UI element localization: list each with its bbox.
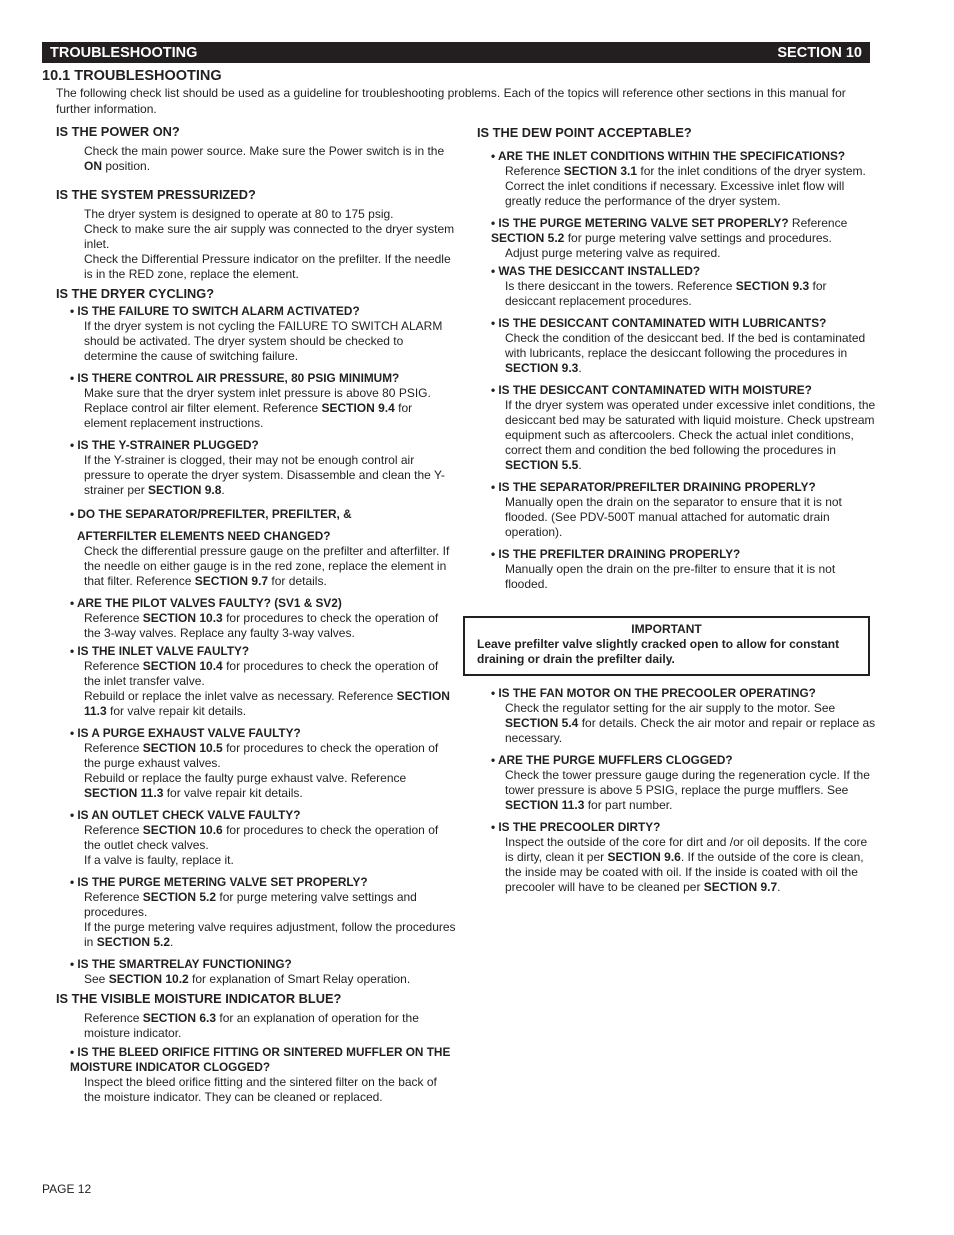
- item-title: • IS A PURGE EXHAUST VALVE FAULTY?: [70, 726, 301, 740]
- answer-pressurized: The dryer system is designed to operate at 80 to 175 psig. Check to make sure the air supply was connected to the dryer system inlet. Check the Differential Pressure indicator on the prefilter. If the needle is in the RED zone, replace the element.: [84, 207, 455, 281]
- item-desiccant-lubricants: [477, 316, 877, 376]
- intro-text: The following check list should be used as a guideline for troubleshooting problems. Each of the topics will reference other sections in this manual for further information.: [56, 86, 846, 116]
- important-text: Leave prefilter valve slightly cracked open to allow for constant draining or drain the prefilter daily.: [477, 637, 840, 666]
- item-control-air: [56, 371, 456, 431]
- item-failure-alarm: [56, 304, 456, 364]
- item-title: • IS THE BLEED ORIFICE FITTING OR SINTERED MUFFLER ON THE MOISTURE INDICATOR CLOGGED?: [70, 1045, 451, 1074]
- item-text: Inspect the bleed orifice fitting and the sintered filter on the back of the moisture indicator. They can be cleaned or replaced.: [84, 1075, 437, 1104]
- item-inlet-conditions: [477, 149, 877, 209]
- item-inlet-valve: [56, 644, 456, 719]
- question-cycling: IS THE DRYER CYCLING?: [56, 286, 215, 301]
- item-title: • IS THERE CONTROL AIR PRESSURE, 80 PSIG MINIMUM?: [70, 371, 400, 385]
- item-desiccant-moisture: [477, 383, 877, 473]
- item-text: Make sure that the dryer system inlet pressure is above 80 PSIG. Replace control air filter element. Reference SECTION 9.4 for element replacement instructions.: [84, 386, 431, 430]
- item-text: Reference SECTION 10.6 for procedures to check the operation of the outlet check valves. If a valve is faulty, replace it.: [84, 823, 439, 867]
- item-smartrelay: [56, 957, 456, 987]
- header-section: SECTION 10: [777, 45, 862, 61]
- item-title: • IS THE FAILURE TO SWITCH ALARM ACTIVATED?: [70, 304, 360, 318]
- item-title: • ARE THE INLET CONDITIONS WITHIN THE SPECIFICATIONS?: [491, 149, 846, 163]
- item-title: • IS THE Y-STRAINER PLUGGED?: [70, 438, 259, 452]
- section-title: 10.1 TROUBLESHOOTING: [42, 68, 222, 84]
- item-title: • IS THE INLET VALVE FAULTY?: [70, 644, 250, 658]
- answer-power: Check the main power source. Make sure the Power switch is in the ON position.: [84, 144, 445, 173]
- item-text: Reference SECTION 10.4 for procedures to check the operation of the inlet transfer valve. Rebuild or replace the inlet valve as necessary. Reference SECTION 11.3 for valve repair kit details.: [84, 659, 450, 718]
- right-column-lower: [477, 686, 877, 895]
- item-purge-metering-dew: • IS THE PURGE METERING VALVE SET PROPERLY? Reference SECTION 5.2 for purge metering valve settings and procedures. Adjust purge metering valve as required.: [491, 216, 848, 260]
- item-title: • IS THE PREFILTER DRAINING PROPERLY?: [491, 547, 741, 561]
- item-text: Manually open the drain on the pre-filter to ensure that it is not flooded.: [505, 562, 836, 591]
- item-y-strainer: [56, 438, 456, 498]
- question-moisture-indicator: IS THE VISIBLE MOISTURE INDICATOR BLUE?: [56, 991, 342, 1006]
- item-prefilter-draining: [477, 547, 877, 592]
- item-title: • ARE THE PILOT VALVES FAULTY? (SV1 & SV2): [70, 596, 342, 610]
- item-title: • IS THE PURGE METERING VALVE SET PROPERLY?: [70, 875, 368, 889]
- item-title: • IS THE FAN MOTOR ON THE PRECOOLER OPERATING?: [491, 686, 816, 700]
- right-column: [477, 125, 877, 592]
- item-title: • ARE THE PURGE MUFFLERS CLOGGED?: [491, 753, 733, 767]
- item-title: • IS THE PURGE METERING VALVE SET PROPERLY?: [491, 216, 789, 230]
- item-text: Check the tower pressure gauge during the regeneration cycle. If the tower pressure is above 5 PSIG, replace the purge mufflers. See SECTION 11.3 for part number.: [505, 768, 870, 812]
- item-text: Reference SECTION 3.1 for the inlet conditions of the dryer system. Correct the inlet conditions if necessary. Excessive inlet flow will greatly reduce the performance of the dryer system.: [505, 164, 866, 208]
- item-pilot-valves: [56, 596, 456, 641]
- item-text: If the dryer system was operated under excessive inlet conditions, the desiccant bed may be saturated with liquid moisture. Check upstream equipment such as aftercoolers. Check the actual inlet conditions, correct them and condition the bed following the procedures in SECTION 5.5.: [505, 398, 876, 472]
- item-title: • DO THE SEPARATOR/PREFILTER, PREFILTER, &: [70, 507, 352, 521]
- item-outlet-check: [56, 808, 456, 868]
- item-text: Manually open the drain on the separator to ensure that it is not flooded. (See PDV-500T manual attached for automatic drain operation).: [505, 495, 842, 539]
- item-fan-motor: [477, 686, 877, 746]
- header-title: TROUBLESHOOTING: [50, 45, 198, 61]
- item-text: Is there desiccant in the towers. Reference SECTION 9.3 for desiccant replacement procedures.: [505, 279, 827, 308]
- item-bleed-orifice: [56, 1045, 456, 1105]
- item-title: • IS THE SEPARATOR/PREFILTER DRAINING PROPERLY?: [491, 480, 816, 494]
- important-title: IMPORTANT: [631, 622, 702, 636]
- item-title: • IS THE DESICCANT CONTAMINATED WITH MOISTURE?: [491, 383, 812, 397]
- important-notice: [463, 616, 870, 676]
- item-separator-draining: [477, 480, 877, 540]
- item-title: • IS AN OUTLET CHECK VALVE FAULTY?: [70, 808, 301, 822]
- page-number: PAGE 12: [42, 1182, 92, 1196]
- item-purge-mufflers: [477, 753, 877, 813]
- header-bar: [42, 42, 870, 63]
- item-text: See SECTION 10.2 for explanation of Smart Relay operation.: [84, 972, 411, 986]
- item-purge-metering: [56, 875, 456, 950]
- left-column: [56, 124, 456, 1105]
- item-text: Check the differential pressure gauge on the prefilter and afterfilter. If the needle on either gauge is in the red zone, replace the element in that filter. Reference SECTION 9.7 for details.: [84, 544, 450, 588]
- item-title: • WAS THE DESICCANT INSTALLED?: [491, 264, 701, 278]
- item-title: • IS THE SMARTRELAY FUNCTIONING?: [70, 957, 292, 971]
- item-text: If the dryer system is not cycling the FAILURE TO SWITCH ALARM should be activated. The dryer system should be checked to determine the cause of switching failure.: [84, 319, 443, 363]
- item-filter-elements: [56, 507, 456, 589]
- answer-moisture-indicator: Reference SECTION 6.3 for an explanation of operation for the moisture indicator.: [84, 1011, 419, 1040]
- item-text: Inspect the outside of the core for dirt and /or oil deposits. If the core is dirty, clean it per SECTION 9.6. If the outside of the core is clean, the inside may be coated with oil. If the inside is coated with oil the precooler will have to be cleaned per SECTION 9.7.: [505, 835, 868, 894]
- item-desiccant-installed: [477, 264, 877, 309]
- item-title-cont: AFTERFILTER ELEMENTS NEED CHANGED?: [77, 529, 331, 543]
- item-text: Check the regulator setting for the air supply to the motor. See SECTION 5.4 for details. Check the air motor and repair or replace as necessary.: [505, 701, 876, 745]
- item-title: • IS THE PRECOOLER DIRTY?: [491, 820, 661, 834]
- item-text: Check the condition of the desiccant bed. If the bed is contaminated with lubricants, replace the desiccant following the procedures in SECTION 9.3.: [505, 331, 866, 375]
- item-text: Reference SECTION 10.5 for procedures to check the operation of the purge exhaust valves. Rebuild or replace the faulty purge exhaust valve. Reference SECTION 11.3 for valve repair kit details.: [84, 741, 439, 800]
- item-text: Reference SECTION 10.3 for procedures to check the operation of the 3-way valves. Replace any faulty 3-way valves.: [84, 611, 439, 640]
- question-pressurized: IS THE SYSTEM PRESSURIZED?: [56, 187, 256, 202]
- question-power: IS THE POWER ON?: [56, 124, 180, 139]
- item-text: If the Y-strainer is clogged, their may not be enough control air pressure to operate the dryer system. Disassemble and clean the Y-strainer per SECTION 9.8.: [84, 453, 445, 497]
- item-purge-exhaust: [56, 726, 456, 801]
- item-precooler-dirty: [477, 820, 877, 895]
- item-text: Reference SECTION 5.2 for purge metering valve settings and procedures. If the purge metering valve requires adjustment, follow the procedures in SECTION 5.2.: [84, 890, 456, 949]
- question-dew-point: IS THE DEW POINT ACCEPTABLE?: [477, 125, 692, 140]
- item-title: • IS THE DESICCANT CONTAMINATED WITH LUBRICANTS?: [491, 316, 827, 330]
